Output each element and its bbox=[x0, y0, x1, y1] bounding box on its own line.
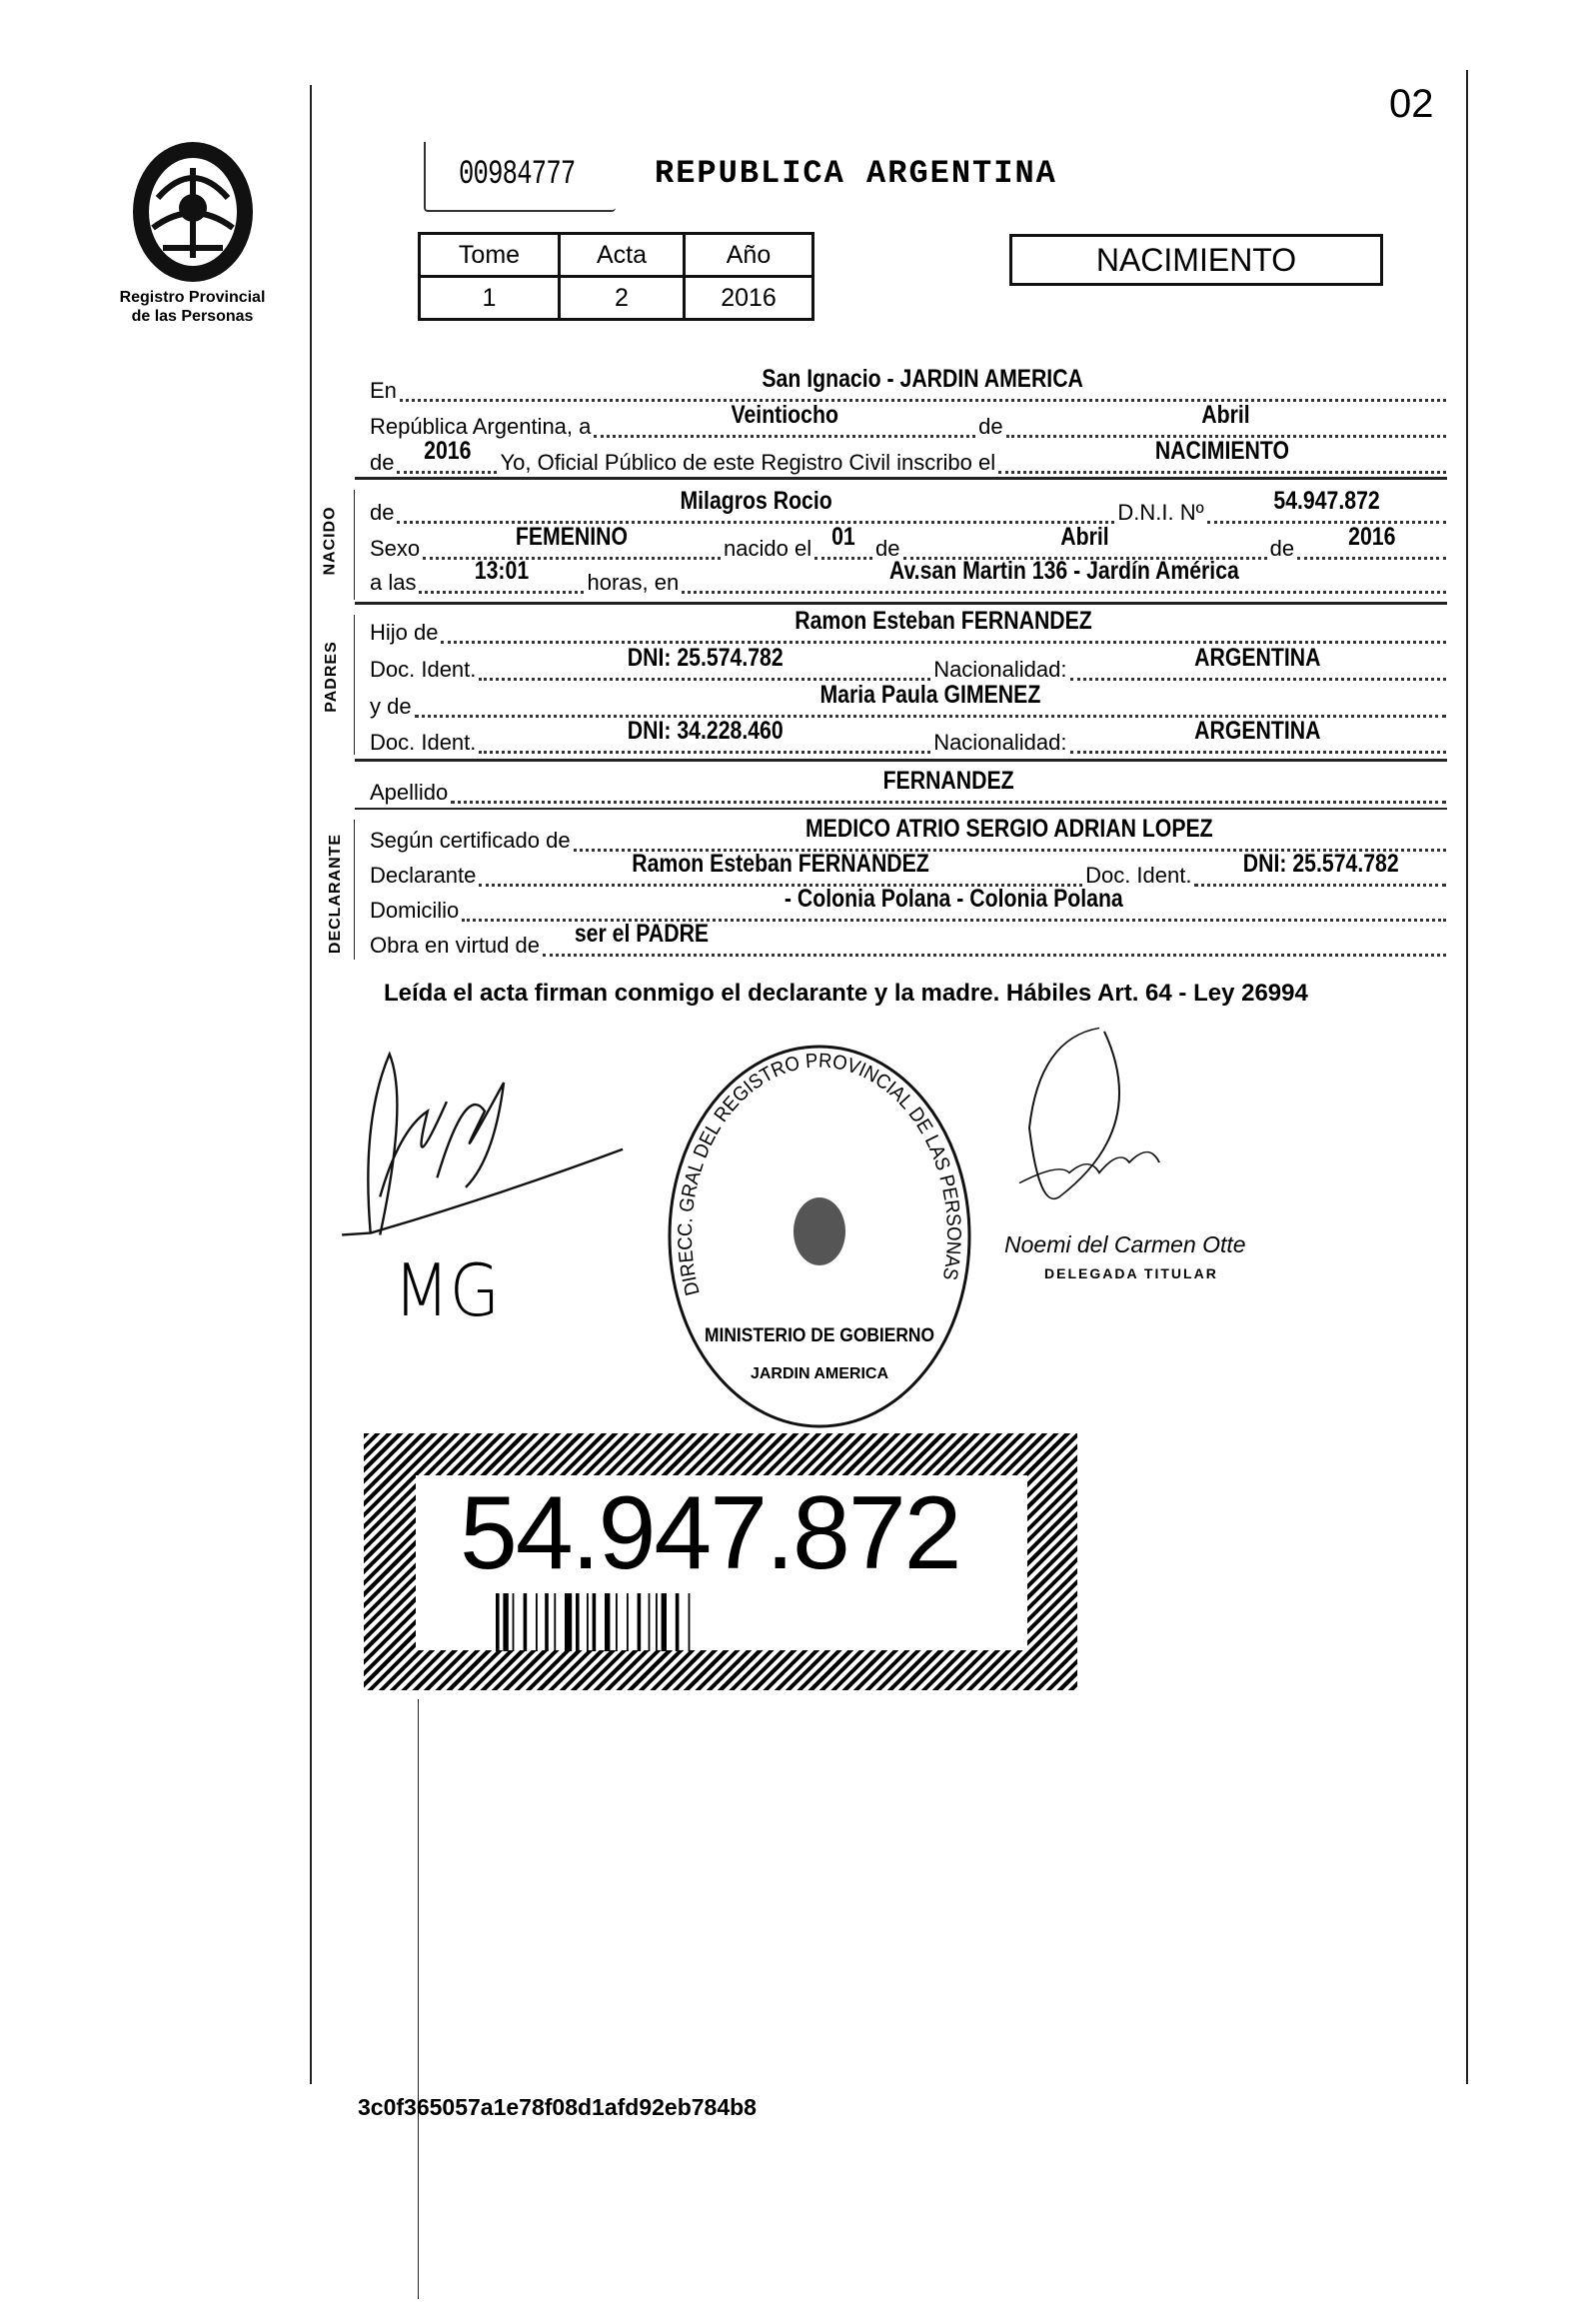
barcode-bar bbox=[689, 1593, 691, 1651]
act-type-box: NACIMIENTO bbox=[1009, 234, 1383, 286]
barcode-bar bbox=[662, 1593, 667, 1651]
row-declarant bbox=[367, 850, 1446, 888]
header-acta: Acta bbox=[560, 234, 685, 277]
label-de: de bbox=[370, 500, 395, 525]
row-date bbox=[367, 401, 1446, 439]
label-capacity: Obra en virtud de bbox=[370, 933, 540, 958]
barcode-bar bbox=[496, 1593, 500, 1651]
barcode-bar bbox=[587, 1593, 589, 1651]
label-surname: Apellido bbox=[370, 780, 449, 805]
province-coat-of-arms-logo bbox=[128, 138, 258, 286]
label-at: a las bbox=[370, 570, 417, 595]
logo-caption bbox=[105, 288, 280, 326]
header-ano: Año bbox=[685, 234, 813, 277]
label-son-of: Hijo de bbox=[370, 620, 439, 645]
section-divider bbox=[355, 759, 1447, 762]
document-hash: 3c0f365057a1e78f08d1afd92eb784b8 bbox=[358, 2094, 757, 2120]
row-sex-birth bbox=[367, 523, 1446, 561]
logo-caption-line2: de las Personas bbox=[131, 308, 254, 325]
value-acta: 2 bbox=[560, 277, 685, 320]
row-father-doc bbox=[367, 644, 1446, 682]
barcode-bar bbox=[513, 1593, 515, 1651]
signer-name: Noemi del Carmen Otte bbox=[1004, 1231, 1246, 1257]
label-declarant: Declarante bbox=[370, 863, 477, 888]
label-nationality: Nacionalidad: bbox=[933, 657, 1067, 682]
row-place bbox=[367, 365, 1446, 403]
value-name: Milagros Rocio bbox=[680, 487, 832, 515]
logo-caption-line1: Registro Provincial bbox=[119, 289, 266, 306]
value-mother: Maria Paula GIMENEZ bbox=[819, 681, 1041, 709]
label-de: de bbox=[370, 450, 395, 475]
barcode-bar bbox=[565, 1593, 572, 1651]
value-declarant-doc: DNI: 25.574.782 bbox=[1242, 850, 1399, 878]
barcode-bar bbox=[616, 1593, 618, 1651]
label-nationality: Nacionalidad: bbox=[933, 730, 1067, 755]
value-year: 2016 bbox=[423, 437, 472, 465]
country-heading: REPUBLICA ARGENTINA bbox=[655, 155, 1057, 192]
value-capacity: ser el PADRE bbox=[574, 920, 710, 948]
row-certificate bbox=[367, 815, 1446, 853]
row-capacity bbox=[367, 920, 1446, 958]
label-de: de bbox=[978, 414, 1003, 439]
value-certificate: MEDICO ATRIO SERGIO ADRIAN LOPEZ bbox=[805, 815, 1214, 843]
barcode-bar bbox=[554, 1593, 556, 1651]
row-time-place bbox=[367, 557, 1446, 595]
value-ano: 2016 bbox=[685, 277, 813, 320]
row-surname bbox=[367, 767, 1446, 805]
right-margin-line bbox=[1466, 70, 1468, 2084]
value-birth-month: Abril bbox=[1060, 523, 1109, 551]
label-de: de bbox=[875, 536, 900, 561]
barcode bbox=[496, 1593, 796, 1651]
row-address bbox=[367, 885, 1446, 923]
section-divider bbox=[355, 602, 1447, 605]
value-address: - Colonia Polana - Colonia Polana bbox=[785, 885, 1124, 913]
mother-initials-signature: MG bbox=[393, 1248, 501, 1332]
label-hours: horas, en bbox=[587, 570, 680, 595]
label-de: de bbox=[1269, 536, 1295, 561]
barcode-bar bbox=[638, 1593, 642, 1651]
barcode-bar bbox=[545, 1593, 549, 1651]
label-certificate: Según certificado de bbox=[370, 828, 571, 853]
label-dni: D.N.I. Nº bbox=[1117, 500, 1204, 525]
barcode-bar bbox=[676, 1593, 680, 1651]
section-label-nacido: NACIDO bbox=[321, 506, 339, 576]
value-tome: 1 bbox=[420, 277, 560, 320]
declarante-bracket bbox=[354, 820, 355, 960]
value-birth-day: 01 bbox=[831, 523, 855, 551]
value-birth-year: 2016 bbox=[1347, 523, 1396, 551]
padres-bracket bbox=[354, 615, 355, 755]
official-signature bbox=[999, 1025, 1219, 1224]
barcode-bar bbox=[605, 1593, 610, 1651]
value-birth-place: Av.san Martin 136 - Jardín América bbox=[888, 557, 1239, 585]
barcode-bar bbox=[627, 1593, 629, 1651]
barcode-bar bbox=[649, 1593, 651, 1651]
signer-role: DELEGADA TITULAR bbox=[1044, 1265, 1218, 1281]
row-mother bbox=[367, 681, 1446, 719]
serial-number-box bbox=[424, 142, 616, 212]
value-sex: FEMENINO bbox=[516, 523, 629, 551]
closing-statement: Leída el acta firman conmigo el declarante y la madre. Hábiles Art. 64 - Ley 26994 bbox=[384, 980, 1308, 1007]
label-officer-text: Yo, Oficial Público de este Registro Civil inscribo el bbox=[500, 450, 996, 475]
section-label-declarante: DECLARANTE bbox=[327, 833, 345, 955]
barcode-bar bbox=[524, 1593, 528, 1651]
value-father-doc: DNI: 25.574.782 bbox=[627, 644, 784, 672]
official-seal bbox=[660, 1042, 979, 1431]
barcode-number: 54.947.872 bbox=[460, 1475, 960, 1591]
seal-outer-text: DIRECC. GRAL DEL REGISTRO PROVINCIAL DE LAS PERSONAS bbox=[674, 1050, 965, 1298]
seal-inner-text: MINISTERIO DE GOBIERNO bbox=[705, 1325, 934, 1346]
value-dni: 54.947.872 bbox=[1273, 487, 1380, 515]
label-address: Domicilio bbox=[370, 898, 460, 923]
value-father-nationality: ARGENTINA bbox=[1194, 644, 1321, 672]
seal-emblem-icon bbox=[794, 1197, 845, 1265]
label-doc: Doc. Ident. bbox=[370, 730, 477, 755]
value-place: San Ignacio - JARDIN AMERICA bbox=[762, 365, 1084, 393]
row-mother-doc bbox=[367, 717, 1446, 755]
barcode-bar bbox=[576, 1593, 580, 1651]
row-year-act bbox=[367, 437, 1446, 475]
header-tome: Tome bbox=[420, 234, 560, 277]
fold-line bbox=[418, 1699, 419, 2299]
value-time: 13:01 bbox=[474, 557, 530, 585]
value-month: Abril bbox=[1201, 401, 1250, 429]
value-mother-nationality: ARGENTINA bbox=[1194, 717, 1321, 745]
label-and-of: y de bbox=[370, 694, 412, 719]
register-table bbox=[418, 232, 814, 321]
value-declarant: Ramon Esteban FERNANDEZ bbox=[632, 850, 929, 878]
barcode-bar bbox=[536, 1593, 538, 1651]
nacido-bracket bbox=[354, 490, 355, 600]
row-name bbox=[367, 487, 1446, 525]
value-act: NACIMIENTO bbox=[1154, 437, 1290, 465]
page-number: 02 bbox=[1389, 82, 1434, 126]
row-father bbox=[367, 607, 1446, 645]
label-doc: Doc. Ident. bbox=[1085, 863, 1192, 888]
value-father: Ramon Esteban FERNANDEZ bbox=[795, 607, 1093, 635]
section-divider bbox=[355, 477, 1447, 480]
seal-bottom-text: JARDIN AMERICA bbox=[750, 1365, 889, 1382]
value-surname: FERNANDEZ bbox=[882, 767, 1014, 795]
value-mother-doc: DNI: 34.228.460 bbox=[627, 717, 784, 745]
barcode-bar bbox=[503, 1593, 508, 1651]
section-divider bbox=[355, 808, 1447, 810]
value-day-words: Veintiocho bbox=[731, 401, 838, 429]
section-label-padres: PADRES bbox=[322, 641, 340, 713]
serial-number: 00984777 bbox=[459, 156, 576, 194]
barcode-bar bbox=[593, 1593, 597, 1651]
declarant-signature bbox=[335, 1045, 635, 1244]
dni-barcode-sticker bbox=[364, 1433, 1077, 1690]
label-republic: República Argentina, a bbox=[370, 414, 592, 439]
label-doc: Doc. Ident. bbox=[370, 657, 477, 682]
barcode-bar bbox=[656, 1593, 658, 1651]
label-sex: Sexo bbox=[370, 536, 421, 561]
label-born-on: nacido el bbox=[724, 536, 812, 561]
left-margin-line bbox=[310, 85, 312, 2084]
label-en: En bbox=[370, 378, 397, 403]
